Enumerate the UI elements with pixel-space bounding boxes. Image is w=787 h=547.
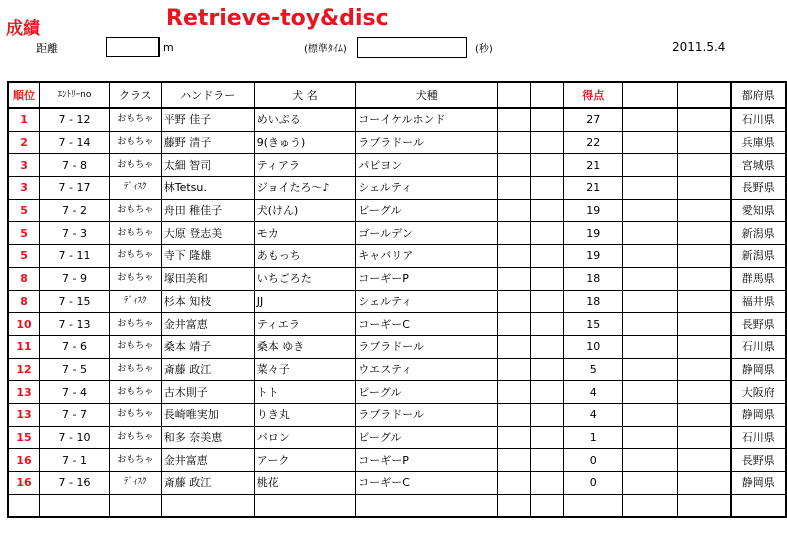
table-row (8, 335, 786, 358)
blank-cell (623, 426, 678, 449)
blank-cell (623, 494, 678, 517)
prefecture-cell: 長野県 (731, 449, 786, 472)
blank-cell (623, 267, 678, 290)
blank-cell (623, 154, 678, 177)
handler-cell: 塚田美和 (161, 267, 254, 290)
score-cell: 19 (564, 222, 623, 245)
class-cell (109, 494, 161, 517)
rank-cell: 11 (8, 335, 40, 358)
breed-cell: コーギーC (356, 472, 498, 495)
blank-cell (498, 426, 531, 449)
blank-cell (498, 313, 531, 336)
col-header-dog-name: 犬 名 (254, 82, 356, 108)
class-cell: おもちゃ (109, 199, 161, 222)
entry-no-cell (40, 494, 110, 517)
rank-cell: 5 (8, 199, 40, 222)
dog-name-cell: 9(きゅう) (254, 131, 356, 154)
score-cell: 21 (564, 177, 623, 200)
class-cell: おもちゃ (109, 154, 161, 177)
blank-cell (623, 290, 678, 313)
table-row (8, 426, 786, 449)
breed-cell: ビーグル (356, 381, 498, 404)
blank-cell (623, 245, 678, 268)
table-row (8, 313, 786, 336)
blank-cell (623, 358, 678, 381)
prefecture-cell: 愛知県 (731, 199, 786, 222)
entry-no-cell: 7 - 5 (40, 358, 110, 381)
blank-cell (498, 290, 531, 313)
blank-cell (531, 290, 564, 313)
table-row (8, 154, 786, 177)
prefecture-cell: 静岡県 (731, 358, 786, 381)
dog-name-cell: トト (254, 381, 356, 404)
prefecture-cell (731, 494, 786, 517)
breed-cell: コーイケルホンド (356, 108, 498, 131)
rank-cell (8, 494, 40, 517)
blank-cell (531, 177, 564, 200)
dog-name-cell: JJ (254, 290, 356, 313)
blank-cell (498, 472, 531, 495)
class-cell: おもちゃ (109, 245, 161, 268)
breed-cell: ゴールデン (356, 222, 498, 245)
handler-cell: 平野 佳子 (161, 108, 254, 131)
blank-cell (498, 222, 531, 245)
col-header-score: 得点 (564, 82, 623, 108)
score-cell: 1 (564, 426, 623, 449)
col-header-blank (498, 82, 531, 108)
prefecture-cell: 新潟県 (731, 245, 786, 268)
prefecture-cell: 兵庫県 (731, 131, 786, 154)
blank-cell (677, 267, 730, 290)
blank-cell (498, 267, 531, 290)
date-text: 2011.5.4 (672, 40, 726, 54)
breed-cell: ビーグル (356, 199, 498, 222)
blank-cell (498, 449, 531, 472)
breed-cell: ラブラドール (356, 131, 498, 154)
breed-cell: ウエスティ (356, 358, 498, 381)
blank-cell (623, 108, 678, 131)
prefecture-cell: 長野県 (731, 313, 786, 336)
entry-no-cell: 7 - 17 (40, 177, 110, 200)
blank-cell (677, 222, 730, 245)
entry-no-cell: 7 - 6 (40, 335, 110, 358)
blank-cell (531, 494, 564, 517)
class-cell: おもちゃ (109, 449, 161, 472)
handler-cell: 藤野 清子 (161, 131, 254, 154)
blank-cell (623, 222, 678, 245)
blank-cell (677, 494, 730, 517)
dog-name-cell: 桑本 ゆき (254, 335, 356, 358)
breed-cell: シェルティ (356, 177, 498, 200)
entry-no-cell: 7 - 10 (40, 426, 110, 449)
table-row (8, 449, 786, 472)
blank-cell (531, 472, 564, 495)
blank-cell (531, 426, 564, 449)
class-cell: おもちゃ (109, 403, 161, 426)
col-header-blank (623, 82, 678, 108)
breed-cell: ラブラドール (356, 335, 498, 358)
blank-cell (677, 426, 730, 449)
blank-cell (677, 245, 730, 268)
handler-cell: 舟田 稚佳子 (161, 199, 254, 222)
class-cell: おもちゃ (109, 108, 161, 131)
standard-time-label: (標準ﾀｲﾑ) (304, 44, 347, 55)
blank-cell (498, 403, 531, 426)
score-cell: 4 (564, 381, 623, 404)
blank-cell (677, 403, 730, 426)
blank-cell (531, 267, 564, 290)
breed-cell: シェルティ (356, 290, 498, 313)
prefecture-cell: 長野県 (731, 177, 786, 200)
dog-name-cell: アーク (254, 449, 356, 472)
handler-cell: 林Tetsu. (161, 177, 254, 200)
score-cell: 10 (564, 335, 623, 358)
handler-cell: 金井富恵 (161, 449, 254, 472)
class-cell: おもちゃ (109, 267, 161, 290)
dog-name-cell: 菜々子 (254, 358, 356, 381)
table-row (8, 108, 786, 131)
score-cell: 21 (564, 154, 623, 177)
breed-cell: パピヨン (356, 154, 498, 177)
dog-name-cell (254, 494, 356, 517)
blank-cell (531, 131, 564, 154)
rank-cell: 5 (8, 222, 40, 245)
col-header-entry-no: ｴﾝﾄﾘｰno (40, 82, 110, 108)
prefecture-cell: 新潟県 (731, 222, 786, 245)
blank-cell (498, 335, 531, 358)
rank-cell: 2 (8, 131, 40, 154)
col-header-breed: 犬種 (356, 82, 498, 108)
rank-cell: 8 (8, 267, 40, 290)
rank-cell: 15 (8, 426, 40, 449)
rank-cell: 16 (8, 472, 40, 495)
class-cell: おもちゃ (109, 381, 161, 404)
dog-name-cell: りき丸 (254, 403, 356, 426)
rank-cell: 1 (8, 108, 40, 131)
table-row (8, 267, 786, 290)
class-cell: おもちゃ (109, 335, 161, 358)
table-row (8, 381, 786, 404)
col-header-class: クラス (109, 82, 161, 108)
dog-name-cell: 犬(けん) (254, 199, 356, 222)
blank-cell (677, 313, 730, 336)
blank-cell (677, 131, 730, 154)
entry-no-cell: 7 - 2 (40, 199, 110, 222)
handler-cell: 金井富恵 (161, 313, 254, 336)
col-header-blank (531, 82, 564, 108)
entry-no-cell: 7 - 14 (40, 131, 110, 154)
page-title: Retrieve-toy&disc (166, 6, 389, 31)
entry-no-cell: 7 - 16 (40, 472, 110, 495)
dog-name-cell: 桃花 (254, 472, 356, 495)
score-cell: 0 (564, 472, 623, 495)
prefecture-cell: 石川県 (731, 335, 786, 358)
breed-cell: ラブラドール (356, 403, 498, 426)
breed-cell: ビーグル (356, 426, 498, 449)
prefecture-cell: 宮城県 (731, 154, 786, 177)
blank-cell (531, 358, 564, 381)
handler-cell: 長崎唯実加 (161, 403, 254, 426)
rank-cell: 13 (8, 403, 40, 426)
blank-cell (623, 199, 678, 222)
blank-cell (623, 335, 678, 358)
handler-cell: 桑本 靖子 (161, 335, 254, 358)
rank-cell: 3 (8, 177, 40, 200)
entry-no-cell: 7 - 15 (40, 290, 110, 313)
score-cell: 19 (564, 199, 623, 222)
table-row (8, 494, 786, 517)
breed-cell: コーギーP (356, 449, 498, 472)
table-row (8, 358, 786, 381)
blank-cell (623, 472, 678, 495)
distance-field[interactable] (106, 37, 160, 57)
blank-cell (677, 358, 730, 381)
blank-cell (498, 494, 531, 517)
col-header-prefecture: 都府県 (731, 82, 786, 108)
score-cell: 5 (564, 358, 623, 381)
blank-cell (677, 335, 730, 358)
blank-cell (623, 449, 678, 472)
blank-cell (531, 199, 564, 222)
breed-cell (356, 494, 498, 517)
col-header-rank: 順位 (8, 82, 40, 108)
sheet-label: 成績 (6, 19, 40, 39)
blank-cell (531, 335, 564, 358)
blank-cell (498, 131, 531, 154)
handler-cell (161, 494, 254, 517)
dog-name-cell: めいぷる (254, 108, 356, 131)
blank-cell (498, 358, 531, 381)
prefecture-cell: 福井県 (731, 290, 786, 313)
entry-no-cell: 7 - 12 (40, 108, 110, 131)
blank-cell (677, 108, 730, 131)
dog-name-cell: いちごろた (254, 267, 356, 290)
header-row (8, 82, 786, 108)
class-cell: おもちゃ (109, 426, 161, 449)
dog-name-cell: バロン (254, 426, 356, 449)
blank-cell (498, 381, 531, 404)
handler-cell: 杉本 知枝 (161, 290, 254, 313)
prefecture-cell: 大阪府 (731, 381, 786, 404)
blank-cell (531, 381, 564, 404)
handler-cell: 斎藤 政江 (161, 472, 254, 495)
rank-cell: 10 (8, 313, 40, 336)
handler-cell: 寺下 隆雄 (161, 245, 254, 268)
table-row (8, 472, 786, 495)
prefecture-cell: 静岡県 (731, 403, 786, 426)
entry-no-cell: 7 - 1 (40, 449, 110, 472)
blank-cell (623, 313, 678, 336)
rank-cell: 3 (8, 154, 40, 177)
blank-cell (677, 290, 730, 313)
breed-cell: キャバリア (356, 245, 498, 268)
prefecture-cell: 静岡県 (731, 472, 786, 495)
table-row (8, 199, 786, 222)
handler-cell: 和多 奈美恵 (161, 426, 254, 449)
seconds-label: (秒) (475, 44, 493, 55)
distance-label: 距離 (36, 42, 58, 55)
score-cell: 19 (564, 245, 623, 268)
entry-no-cell: 7 - 13 (40, 313, 110, 336)
breed-cell: コーギーC (356, 313, 498, 336)
class-cell: ﾃﾞｨｽｸ (109, 290, 161, 313)
prefecture-cell: 石川県 (731, 426, 786, 449)
blank-cell (677, 154, 730, 177)
table-row (8, 131, 786, 154)
entry-no-cell: 7 - 8 (40, 154, 110, 177)
score-cell (564, 494, 623, 517)
blank-cell (531, 245, 564, 268)
prefecture-cell: 群馬県 (731, 267, 786, 290)
blank-cell (623, 131, 678, 154)
standard-time-field[interactable] (357, 37, 467, 58)
dog-name-cell: ジョイたろ～♪ (254, 177, 356, 200)
rank-cell: 13 (8, 381, 40, 404)
blank-cell (531, 449, 564, 472)
entry-no-cell: 7 - 3 (40, 222, 110, 245)
table-row (8, 290, 786, 313)
blank-cell (623, 381, 678, 404)
blank-cell (623, 177, 678, 200)
breed-cell: コーギーP (356, 267, 498, 290)
table-row (8, 177, 786, 200)
blank-cell (531, 154, 564, 177)
col-header-blank (677, 82, 730, 108)
blank-cell (623, 403, 678, 426)
blank-cell (531, 313, 564, 336)
score-cell: 18 (564, 267, 623, 290)
entry-no-cell: 7 - 4 (40, 381, 110, 404)
class-cell: おもちゃ (109, 313, 161, 336)
class-cell: おもちゃ (109, 131, 161, 154)
blank-cell (677, 472, 730, 495)
table-row (8, 403, 786, 426)
entry-no-cell: 7 - 7 (40, 403, 110, 426)
score-cell: 27 (564, 108, 623, 131)
distance-unit: m (163, 41, 174, 54)
blank-cell (677, 177, 730, 200)
blank-cell (498, 154, 531, 177)
score-cell: 15 (564, 313, 623, 336)
table-row (8, 222, 786, 245)
rank-cell: 5 (8, 245, 40, 268)
entry-no-cell: 7 - 9 (40, 267, 110, 290)
score-cell: 0 (564, 449, 623, 472)
handler-cell: 古木則子 (161, 381, 254, 404)
score-cell: 4 (564, 403, 623, 426)
blank-cell (531, 403, 564, 426)
blank-cell (498, 177, 531, 200)
class-cell: ﾃﾞｨｽｸ (109, 472, 161, 495)
class-cell: ﾃﾞｨｽｸ (109, 177, 161, 200)
score-cell: 22 (564, 131, 623, 154)
dog-name-cell: あもっち (254, 245, 356, 268)
class-cell: おもちゃ (109, 222, 161, 245)
dog-name-cell: モカ (254, 222, 356, 245)
score-cell: 18 (564, 290, 623, 313)
blank-cell (677, 449, 730, 472)
blank-cell (498, 245, 531, 268)
blank-cell (498, 108, 531, 131)
dog-name-cell: ティアラ (254, 154, 356, 177)
rank-cell: 8 (8, 290, 40, 313)
handler-cell: 太細 智司 (161, 154, 254, 177)
entry-no-cell: 7 - 11 (40, 245, 110, 268)
prefecture-cell: 石川県 (731, 108, 786, 131)
blank-cell (498, 199, 531, 222)
rank-cell: 16 (8, 449, 40, 472)
blank-cell (531, 222, 564, 245)
handler-cell: 大原 登志美 (161, 222, 254, 245)
dog-name-cell: ティエラ (254, 313, 356, 336)
rank-cell: 12 (8, 358, 40, 381)
col-header-handler: ハンドラー (161, 82, 254, 108)
table-row (8, 245, 786, 268)
blank-cell (677, 381, 730, 404)
blank-cell (531, 108, 564, 131)
handler-cell: 斎藤 政江 (161, 358, 254, 381)
class-cell: おもちゃ (109, 358, 161, 381)
blank-cell (677, 199, 730, 222)
results-table (7, 81, 787, 518)
